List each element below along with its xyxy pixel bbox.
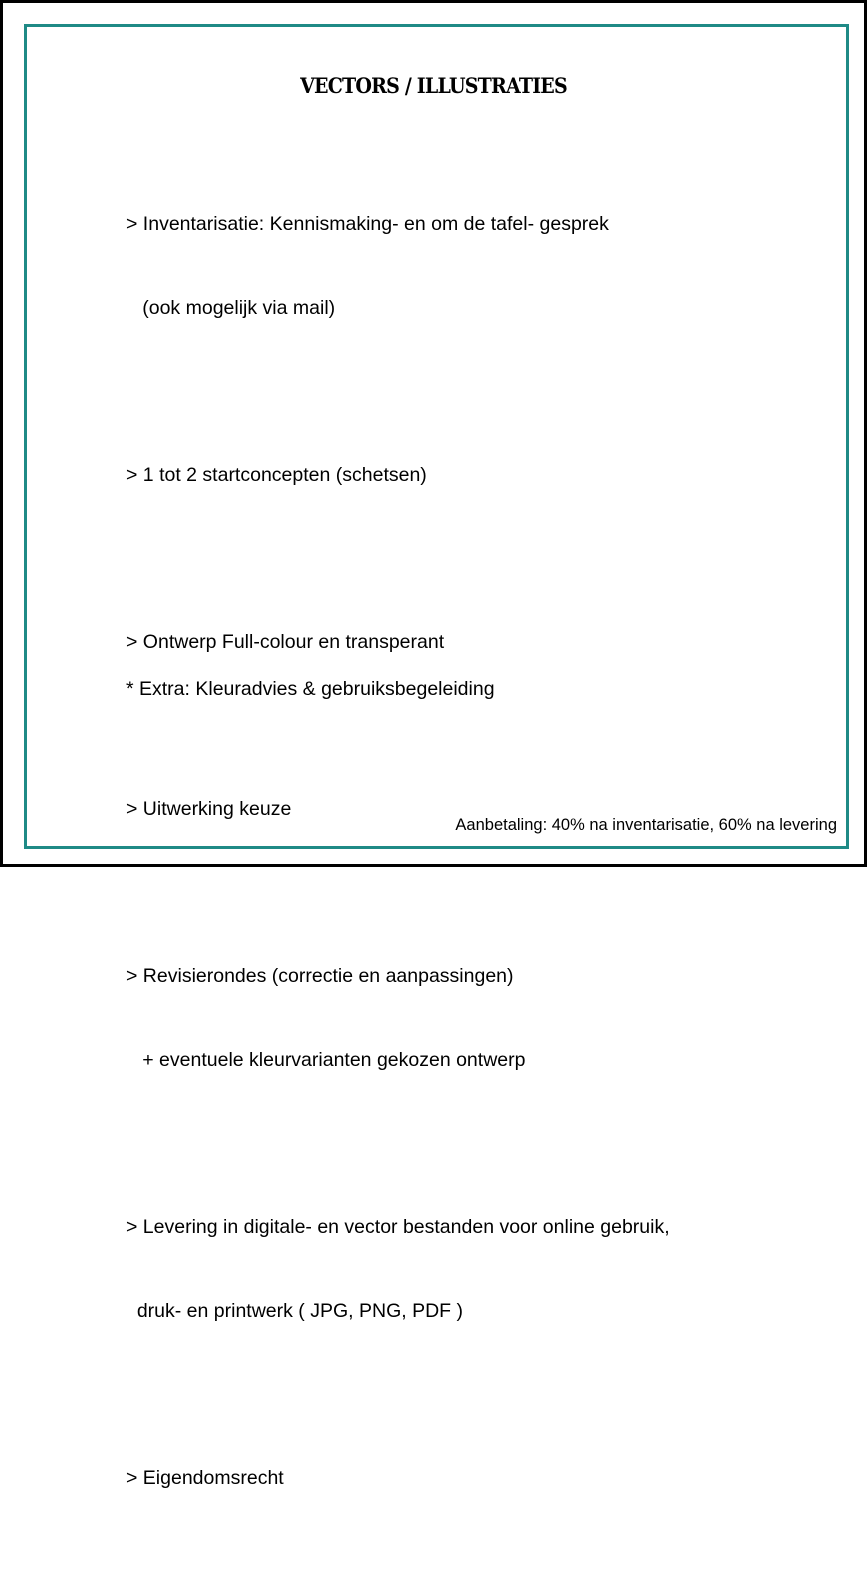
list-item-line: > Revisierondes (correctie en aanpassingen) xyxy=(126,965,514,987)
list-item-line: > Inventarisatie: Kennismaking- en om de tafel- gesprek xyxy=(126,213,609,235)
list-item xyxy=(126,739,670,879)
extra-note: * Extra: Kleuradvies & gebruiksbegeleiding xyxy=(126,678,495,700)
page-title: VECTORS / ILLUSTRATIES xyxy=(300,73,567,99)
list-item-line: > Uitwerking keuze xyxy=(126,798,292,820)
list-item xyxy=(126,154,670,378)
list-item-line: + eventuele kleurvarianten gekozen ontwerp xyxy=(126,1049,526,1071)
payment-note: Aanbetaling: 40% na inventarisatie, 60% na levering xyxy=(455,816,837,834)
list-item xyxy=(126,405,670,545)
list-item xyxy=(126,1408,670,1548)
list-item-line: druk- en printwerk ( JPG, PNG, PDF ) xyxy=(126,1300,463,1322)
list-item-line: > Levering in digitale- en vector bestanden voor online gebruik, xyxy=(126,1216,670,1238)
list-item-line: > 1 tot 2 startconcepten (schetsen) xyxy=(126,464,427,486)
list-item xyxy=(126,906,670,1130)
service-list xyxy=(126,154,670,1575)
list-item xyxy=(126,1157,670,1381)
list-item-line: (ook mogelijk via mail) xyxy=(126,297,336,319)
list-item-line: > Ontwerp Full-colour en transperant xyxy=(126,631,445,653)
list-item-line: > Eigendomsrecht xyxy=(126,1467,284,1489)
